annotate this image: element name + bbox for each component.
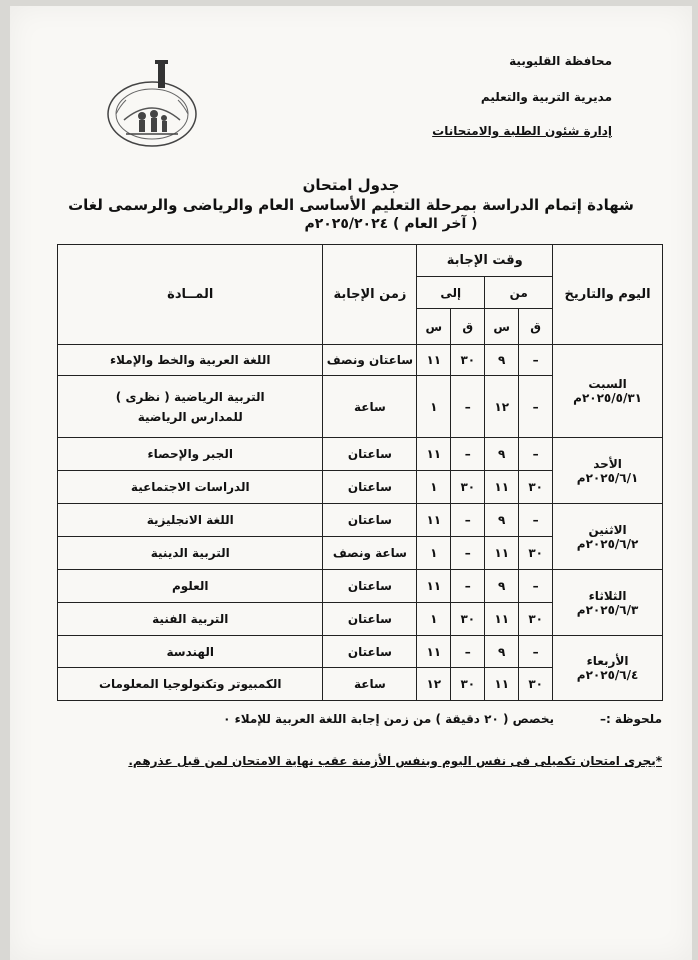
- header-to-minute: ق: [451, 309, 485, 345]
- from-hour: ٩: [485, 636, 519, 668]
- to-hour: ١٢: [417, 668, 451, 701]
- document-page: [10, 6, 692, 960]
- to-minute: –: [451, 537, 485, 570]
- to-minute: ٣٠: [451, 668, 485, 701]
- note-label: ملحوظة :–: [599, 712, 662, 726]
- schedule-title: جدول امتحان: [302, 176, 400, 194]
- from-minute: ٣٠: [519, 603, 553, 636]
- day-name: الاثنين: [588, 522, 627, 537]
- duration: ساعة ونصف: [323, 537, 417, 570]
- from-hour: ٩: [485, 438, 519, 471]
- to-hour: ١: [417, 471, 451, 504]
- to-hour: ١١: [417, 438, 451, 471]
- day-date-cell: [553, 504, 663, 570]
- subject: الكمبيوتر وتكنولوجيا المعلومات: [58, 668, 323, 701]
- table-row: [58, 636, 663, 668]
- table-row: [58, 345, 663, 376]
- day-date-cell: [553, 438, 663, 504]
- header-subject: المــادة: [58, 245, 323, 345]
- from-minute: ٣٠: [519, 537, 553, 570]
- duration: ساعتان: [323, 471, 417, 504]
- from-hour: ١١: [485, 668, 519, 701]
- to-hour: ١: [417, 537, 451, 570]
- to-minute: ٣٠: [451, 471, 485, 504]
- subject: العلوم: [58, 570, 323, 603]
- from-minute: ٣٠: [519, 668, 553, 701]
- to-hour: ١١: [417, 345, 451, 376]
- to-minute: ٣٠: [451, 345, 485, 376]
- to-hour: ١١: [417, 636, 451, 668]
- table-row: [58, 504, 663, 537]
- to-minute: –: [451, 376, 485, 438]
- subject: [58, 376, 323, 438]
- to-minute: –: [451, 438, 485, 471]
- exam-date: ٢٠٢٥/٦/٣م: [576, 602, 639, 617]
- from-minute: –: [519, 438, 553, 471]
- exam-date: ٢٠٢٥/٦/١م: [576, 470, 639, 485]
- day-date-cell: [553, 570, 663, 636]
- day-date-cell: [553, 345, 663, 438]
- header-to-hour: س: [417, 309, 451, 345]
- duration: ساعة: [323, 376, 417, 438]
- header-duration: زمن الإجابة: [323, 245, 417, 345]
- certificate-title: شهادة إتمام الدراسة بمرحلة التعليم الأساسى العام والرياضى والرسمى لغات: [68, 196, 634, 214]
- day-name: السبت: [588, 377, 627, 391]
- from-hour: ٩: [485, 345, 519, 376]
- day-name: الثلاثاء: [588, 588, 627, 603]
- to-minute: –: [451, 636, 485, 668]
- duration: ساعتان: [323, 570, 417, 603]
- from-minute: –: [519, 636, 553, 668]
- subject: الهندسة: [58, 636, 323, 668]
- table-row: [58, 438, 663, 471]
- table-row: [58, 570, 663, 603]
- directorate-name: مديرية التربية والتعليم: [480, 90, 612, 104]
- governorate-name: محافظة القليوبية: [509, 54, 612, 68]
- to-hour: ١: [417, 603, 451, 636]
- note-dictation: يخصص ( ٢٠ دقيقة ) من زمن إجابة اللغة العربية للإملاء ٠: [223, 712, 554, 726]
- duration: ساعتان: [323, 636, 417, 668]
- day-name: الأربعاء: [586, 654, 629, 668]
- subject: التربية الفنية: [58, 603, 323, 636]
- day-name: الأحد: [593, 456, 622, 471]
- header-to: إلى: [417, 277, 485, 309]
- to-hour: ١: [417, 376, 451, 438]
- subject: اللغة العربية والخط والإملاء: [58, 345, 323, 376]
- subject-line-2: للمدارس الرياضية: [137, 409, 243, 424]
- subject: الجبر والإحصاء: [58, 438, 323, 471]
- from-minute: –: [519, 570, 553, 603]
- exam-schedule-table: [57, 244, 663, 701]
- governorate-emblem-icon: [102, 58, 202, 150]
- subject: اللغة الانجليزية: [58, 504, 323, 537]
- from-hour: ٩: [485, 570, 519, 603]
- header-day-date: اليوم والتاريخ: [553, 245, 663, 345]
- duration: ساعتان: [323, 504, 417, 537]
- document-titles: [10, 176, 692, 232]
- to-minute: –: [451, 504, 485, 537]
- exam-date: ٢٠٢٥/٥/٣١م: [573, 391, 642, 405]
- exam-date: ٢٠٢٥/٦/٤م: [576, 668, 639, 682]
- to-minute: ٣٠: [451, 603, 485, 636]
- to-minute: –: [451, 570, 485, 603]
- from-hour: ١٢: [485, 376, 519, 438]
- from-hour: ٩: [485, 504, 519, 537]
- duration: ساعتان: [323, 438, 417, 471]
- from-minute: –: [519, 504, 553, 537]
- from-hour: ١١: [485, 603, 519, 636]
- duration: ساعتان: [323, 603, 417, 636]
- from-hour: ١١: [485, 537, 519, 570]
- to-hour: ١١: [417, 570, 451, 603]
- from-minute: –: [519, 345, 553, 376]
- header-from-hour: س: [485, 309, 519, 345]
- subject: التربية الدينية: [58, 537, 323, 570]
- header-from-minute: ق: [519, 309, 553, 345]
- term-title: ( آخر العام ) ٢٠٢٥/٢٠٢٤م: [304, 216, 478, 232]
- subject-line-1: التربية الرياضية ( نظرى ): [115, 389, 265, 404]
- department-name: إدارة شئون الطلبة والامتحانات: [432, 124, 612, 138]
- header-answer-time: وقت الإجابة: [417, 245, 553, 277]
- from-minute: ٣٠: [519, 471, 553, 504]
- note-makeup-exam: *يجرى امتحان تكميلى فى نفس اليوم وبنفس الأزمنة عقب نهاية الامتحان لمن قبل عذرهم.: [128, 754, 662, 768]
- duration: ساعتان ونصف: [323, 345, 417, 376]
- from-minute: –: [519, 376, 553, 438]
- to-hour: ١١: [417, 504, 451, 537]
- header-from: من: [485, 277, 553, 309]
- day-date-cell: [553, 636, 663, 701]
- from-hour: ١١: [485, 471, 519, 504]
- duration: ساعة: [323, 668, 417, 701]
- subject: الدراسات الاجتماعية: [58, 471, 323, 504]
- exam-date: ٢٠٢٥/٦/٢م: [576, 536, 639, 551]
